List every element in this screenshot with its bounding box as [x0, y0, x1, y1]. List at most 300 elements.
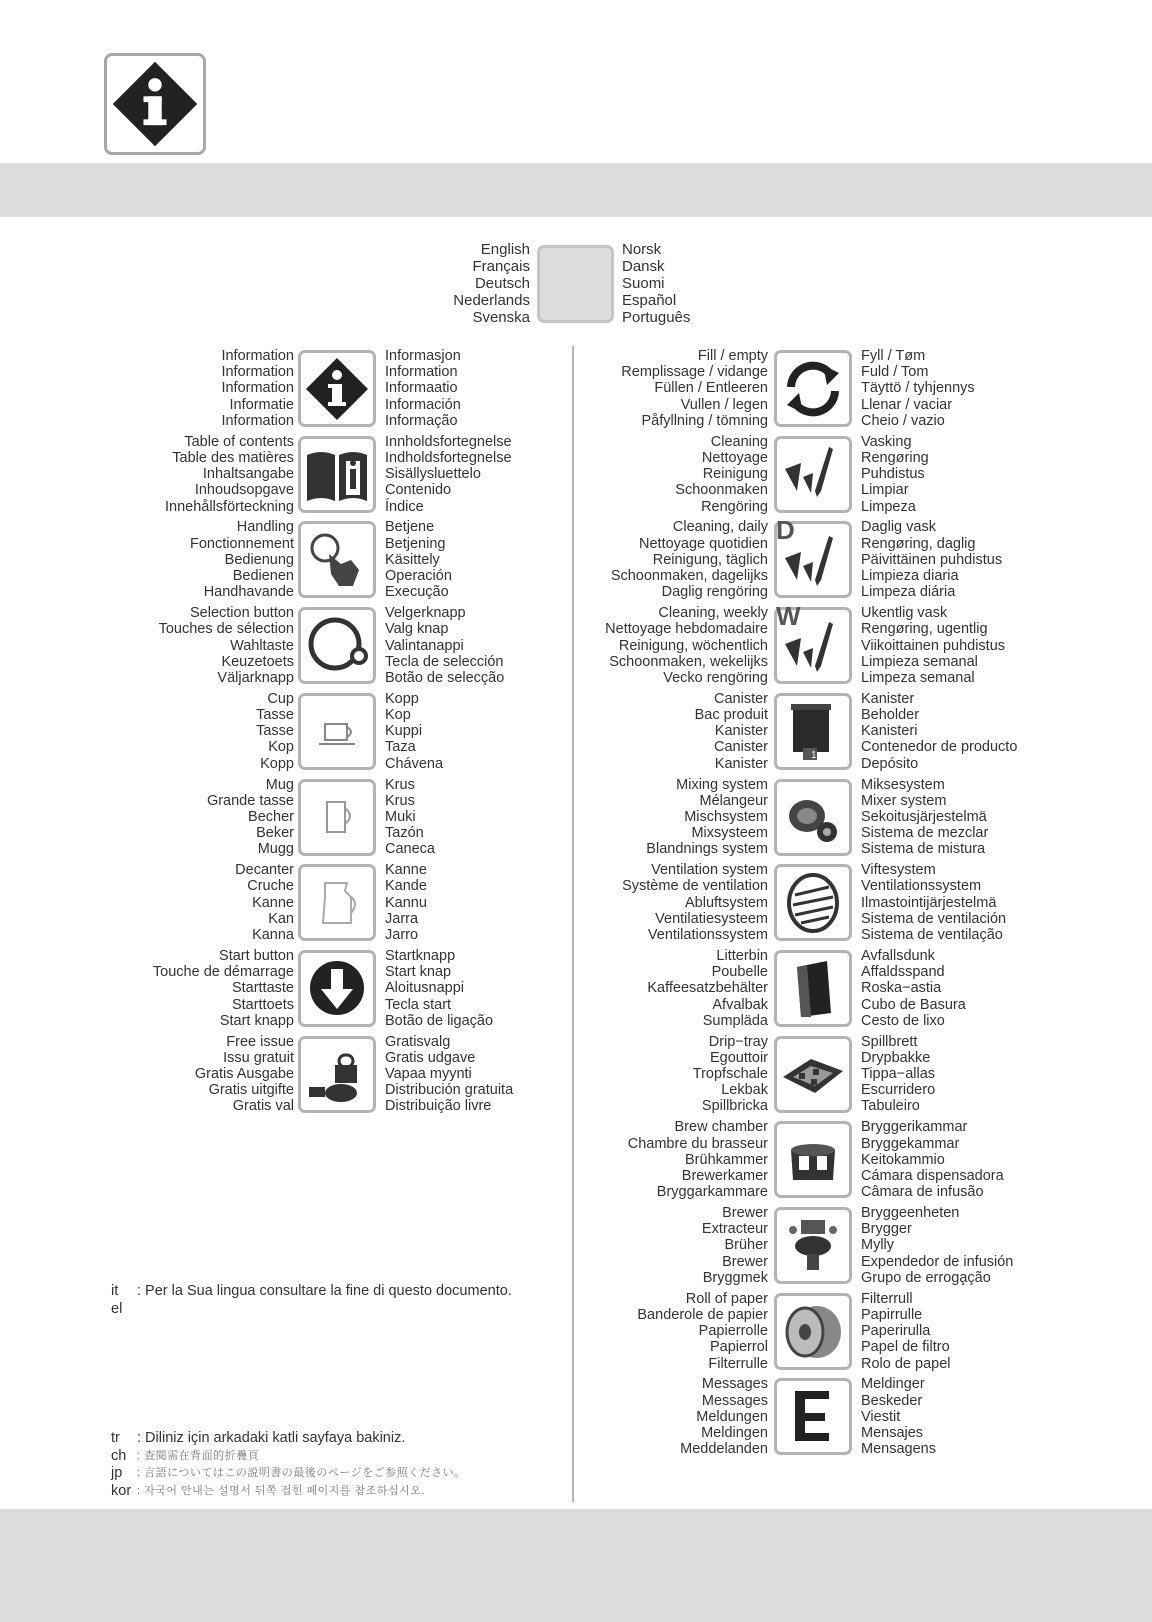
legend-label: Canister [714, 739, 768, 756]
note-code: jp [111, 1465, 123, 1481]
legend-label: Bryggarkammare [656, 1184, 768, 1201]
legend-label: Table of contents [184, 433, 294, 450]
legend-label: Mensagens [861, 1441, 936, 1458]
legend-label: Egouttoir [709, 1049, 768, 1066]
legend-label: Cruche [247, 878, 294, 895]
legend-entry [0, 346, 1152, 431]
language-swatch [537, 245, 614, 323]
legend-label: Banderole de papier [637, 1306, 768, 1323]
legend-label: Sistema de mezclar [861, 825, 989, 842]
legend-label: Extracteur [701, 1221, 768, 1238]
legend-label: Cubo de Basura [861, 996, 966, 1013]
legend-label: Fonctionnement [190, 535, 294, 552]
legend-label: Reinigung [702, 466, 768, 483]
legend-label: Tropfschale [692, 1066, 768, 1082]
legend-label: Limpeza diária [861, 584, 956, 601]
language-label: Português [622, 309, 691, 326]
legend-labels-right [861, 691, 1017, 772]
legend-labels-left [622, 862, 768, 943]
language-label: Español [622, 292, 677, 309]
legend-labels-left [647, 948, 768, 1029]
language-label: Norsk [622, 241, 662, 258]
legend-labels-right [861, 519, 1002, 600]
legend-label: Ventilation system [651, 862, 768, 879]
legend-label: Påfyllning / tömning [641, 412, 768, 429]
legend-labels-left [605, 605, 768, 686]
legend-label: Sisällysluettelo [385, 466, 481, 483]
language-label: English [480, 241, 530, 258]
legend-label: Start knap [385, 964, 452, 981]
legend-label: Rengøring, daglig [861, 535, 976, 552]
language-label: Deutsch [474, 275, 530, 292]
note-code: it [111, 1283, 119, 1299]
legend-label: Viikoittainen puhdistus [861, 637, 1006, 654]
legend-label: Kande [385, 878, 427, 895]
legend-label: Lekbak [721, 1082, 768, 1099]
legend-label: Distribuição livre [385, 1098, 492, 1115]
legend-label: Poubelle [711, 964, 768, 981]
legend-label: Drypbakke [861, 1049, 931, 1066]
legend-label: Inhoudsopgave [194, 482, 294, 499]
legend-label: Information [385, 364, 458, 381]
legend-label: Gratis Ausgabe [194, 1066, 294, 1082]
legend-label: Litterbin [716, 947, 768, 964]
language-list-left [453, 241, 530, 326]
legend-label: Distribución gratuita [385, 1082, 514, 1099]
legend-label: Messages [701, 1376, 768, 1393]
svg-text:1: 1 [811, 749, 817, 761]
legend-label: Système de ventilation [622, 878, 768, 895]
legend-label: Start knapp [219, 1012, 294, 1029]
legend-labels-left [693, 1034, 768, 1115]
legend-label: Indholdsfortegnelse [385, 449, 512, 466]
legend-label: Sumpläda [702, 1012, 768, 1029]
roll-of-paper-icon [774, 1293, 852, 1370]
legend-label: Fuld / Tom [861, 364, 929, 381]
legend-label: Ukentlig vask [861, 605, 948, 622]
legend-label: Cámara dispensadora [861, 1167, 1004, 1184]
legend-label: Canister [714, 690, 768, 707]
legend-label: Bedienen [232, 568, 294, 584]
legend-label: Informasjon [385, 348, 461, 364]
ventilation-system-icon [774, 864, 852, 941]
litterbin-icon [774, 950, 852, 1027]
legend-entry [0, 1203, 1152, 1288]
frequency-badge: W [776, 601, 801, 632]
legend-label: Tasse [256, 707, 294, 723]
note-row [111, 1283, 512, 1301]
legend-label: Nettoyage [701, 449, 768, 466]
legend-entry [0, 603, 1152, 688]
legend-label: Caneca [385, 841, 435, 858]
legend-label: Grupo de erroga̧ção [861, 1269, 991, 1286]
note-text: : Diliniz için arkadaki katli sayfaya bakiniz. [137, 1430, 406, 1446]
legend-label: Schoonmaken [675, 482, 768, 499]
legend-label: Rengøring [861, 449, 929, 466]
brewer-icon [774, 1207, 852, 1284]
legend-labels-right [861, 1119, 1004, 1200]
frequency-badge: D [776, 515, 795, 546]
legend-label: Starttoets [231, 996, 294, 1013]
legend-entry [0, 775, 1152, 860]
language-label: Svenska [472, 309, 530, 326]
legend-label: Brygger [861, 1221, 912, 1238]
language-notes-bottom [111, 1430, 466, 1500]
legend-label: Valg knap [385, 621, 449, 638]
legend-label: Kanna [252, 927, 294, 943]
legend-label: Kanister [714, 755, 768, 772]
legend-labels-left [680, 1376, 768, 1457]
legend-label: Muki [385, 808, 416, 825]
legend-label: Nettoyage quotidien [639, 535, 768, 552]
legend-label: Meddelanden [680, 1441, 768, 1458]
legend-label: Bryggerikammar [861, 1119, 968, 1136]
legend-label: Brühkammer [685, 1151, 768, 1168]
legend-label: Afvalbak [712, 996, 768, 1013]
note-text: : 言語についてはこの説明書の最後のページをご参照ください。 [137, 1467, 466, 1479]
legend-label: Innholdsfortegnelse [385, 433, 512, 450]
legend-label: Papel de filtro [861, 1339, 950, 1356]
legend-label: Nettoyage hebdomadaire [605, 621, 768, 638]
legend-label: Free issue [226, 1033, 294, 1050]
legend-label: Remplissage / vidange [621, 364, 768, 381]
legend-label: Becher [248, 808, 294, 825]
legend-label: Information [221, 348, 294, 364]
legend-labels-right [861, 1205, 1013, 1286]
legend-label: Paperirulla [861, 1323, 931, 1340]
legend-label: Kanne [385, 862, 427, 879]
legend-label: Jarro [385, 927, 419, 943]
legend-label: Vapaa myynti [385, 1066, 472, 1082]
legend-label: Mug [265, 776, 294, 793]
legend-label: Startknapp [385, 947, 456, 964]
legend-label: Valintanappi [385, 637, 464, 654]
legend-label: Spillbrett [861, 1033, 918, 1050]
legend-label: Beker [256, 825, 294, 842]
legend-label: Papierrol [709, 1339, 768, 1356]
legend-entry [0, 860, 1152, 945]
legend-labels-left [611, 519, 768, 600]
legend-label: Contenido [385, 482, 452, 499]
legend-label: Mischsystem [684, 808, 768, 825]
legend-label: Blandnings system [646, 841, 768, 858]
legend-label: Jarra [385, 910, 419, 927]
legend-label: Tabuleiro [861, 1098, 920, 1115]
legend-label: Ilmastointijärjestelmä [861, 894, 997, 911]
note-text: : 查閱需在背面的折疊頁 [137, 1449, 260, 1462]
legend-label: Sistema de ventilación [861, 910, 1007, 927]
legend-entry [0, 689, 1152, 774]
legend-label: Mylly [861, 1237, 895, 1254]
legend-label: Papirrulle [861, 1306, 923, 1323]
legend-label: Mugg [257, 841, 294, 858]
note-text: : 자국어 안내는 설명서 뒤쪽 접힌 페이지를 참조하십시오. [137, 1484, 425, 1497]
note-row [111, 1301, 512, 1319]
legend-label: Operación [385, 568, 452, 584]
legend-label: Limpeza semanal [861, 669, 975, 686]
legend-label: Informaatio [385, 380, 458, 397]
legend-label: Filterrull [861, 1290, 913, 1307]
mixing-system-icon [774, 779, 852, 856]
legend-label: Información [385, 396, 461, 413]
legend-label: Daglig rengöring [661, 584, 768, 601]
note-text: : Per la Sua lingua consultare la fine di questo documento. [137, 1283, 512, 1299]
legend-label: Schoonmaken, dagelijks [610, 568, 768, 584]
legend-label: Sistema de mistura [861, 841, 986, 858]
legend-label: Touche de démarrage [152, 964, 294, 981]
legend-label: Cesto de lixo [861, 1012, 945, 1029]
legend-label: Väljarknapp [217, 669, 294, 686]
note-row [111, 1430, 466, 1448]
language-notes-top [111, 1283, 512, 1318]
legend-label: Bryggmek [702, 1269, 768, 1286]
note-row [111, 1483, 466, 1501]
legend-label: Kuppi [385, 723, 423, 740]
legend-label: Wahltaste [230, 637, 294, 654]
legend-label: Llenar / vaciar [861, 396, 953, 413]
legend-label: Reinigung, wöchentlich [618, 637, 768, 654]
legend-label: Messages [701, 1392, 768, 1409]
messages-icon [774, 1378, 852, 1455]
legend-label: Abluftsystem [685, 894, 768, 911]
legend-entry [0, 1117, 1152, 1202]
language-list-right [622, 241, 690, 326]
legend-labels-left [637, 1291, 768, 1372]
legend-label: Tecla start [385, 996, 452, 1013]
legend-label: Keitokammio [861, 1151, 945, 1168]
legend-label: Brewer [722, 1205, 768, 1221]
legend-label: Puhdistus [861, 466, 925, 483]
legend-label: Drip−tray [708, 1033, 768, 1050]
legend-label: Starttaste [231, 980, 294, 997]
legend-label: Velgerknapp [385, 605, 466, 622]
legend-label: Chambre du brasseur [627, 1135, 768, 1152]
legend-label: Gratis uitgifte [208, 1082, 294, 1099]
note-code: kor [111, 1482, 132, 1499]
note-code: tr [111, 1430, 120, 1446]
note-row [111, 1448, 466, 1466]
legend-label: Table des matières [172, 449, 294, 466]
legend-label: Bryggekammar [861, 1135, 960, 1152]
legend-label: Depósito [861, 755, 919, 772]
legend-label: Tippa−allas [861, 1066, 936, 1082]
header-band [0, 163, 1152, 217]
legend-labels-right [861, 1376, 936, 1457]
legend-label: Escurridero [861, 1082, 936, 1099]
legend-labels-right [861, 605, 1005, 686]
header-info-icon [104, 53, 206, 155]
legend-label: Kanne [252, 894, 294, 911]
legend-label: Vullen / legen [680, 396, 768, 413]
legend-label: Vasking [861, 433, 912, 450]
legend-entry [0, 517, 1152, 602]
legend-labels-left [702, 1205, 768, 1286]
legend-label: Mixer system [861, 792, 947, 809]
legend-label: Betjening [385, 535, 446, 552]
legend-label: Beskeder [861, 1392, 923, 1409]
legend-label: Expendedor de infusión [861, 1253, 1014, 1270]
legend-label: Sekoitusjärjestelmä [861, 808, 987, 825]
legend-label: Meldingen [701, 1425, 768, 1441]
legend-label: Kanister [714, 723, 768, 740]
legend-label: Kop [385, 707, 411, 723]
legend-labels-right [861, 1034, 935, 1115]
legend-label: Botão de ligação [385, 1012, 494, 1029]
legend-label: Limpeza [861, 498, 916, 515]
legend-label: Päivittäinen puhdistus [861, 551, 1003, 568]
note-code: ch [111, 1447, 127, 1464]
legend-label: Viestit [861, 1408, 901, 1425]
legend-label: Betjene [385, 519, 435, 536]
legend-label: Füllen / Entleeren [654, 380, 768, 397]
legend-label: Gratis udgave [385, 1049, 476, 1066]
drip-tray-icon [774, 1036, 852, 1113]
legend-label: Gratisvalg [385, 1033, 451, 1050]
legend-labels-right [861, 1291, 951, 1372]
legend-label: Execução [385, 584, 449, 601]
legend-label: Rolo de papel [861, 1355, 951, 1372]
legend-label: Start button [219, 947, 294, 964]
legend-entry [0, 1032, 1152, 1117]
legend-label: Tasse [256, 723, 294, 740]
legend-label: Limpiar [861, 482, 909, 499]
legend-labels-left [646, 777, 768, 858]
legend-label: Câmara de infusão [861, 1184, 984, 1201]
legend-label: Contenedor de producto [861, 739, 1018, 756]
legend-labels-left [628, 1119, 768, 1200]
legend-label: Innehållsförteckning [165, 498, 294, 515]
brew-chamber-icon [774, 1121, 852, 1198]
legend-entry [0, 432, 1152, 517]
legend-label: Limpieza diaria [861, 568, 959, 584]
legend-label: Aloitusnappi [385, 980, 464, 997]
legend-label: Papierrolle [698, 1323, 768, 1340]
legend-label: Handling [236, 519, 294, 536]
legend-label: Mixsysteem [691, 825, 768, 842]
cleaning-icon [774, 436, 852, 513]
legend-label: Täyttö / tyhjennys [861, 380, 975, 397]
legend-label: Handhavande [203, 584, 294, 601]
language-label: Dansk [622, 258, 665, 275]
legend-labels-left [621, 348, 768, 429]
language-label: Suomi [622, 275, 665, 292]
legend-label: Information [221, 380, 294, 397]
footer-band [0, 1509, 1152, 1622]
legend-label: Informatie [229, 396, 294, 413]
legend-label: Roska−astia [861, 980, 942, 997]
legend-label: Kopp [260, 755, 294, 772]
legend-label: Cup [267, 690, 294, 707]
legend-label: Inhaltsangabe [202, 466, 294, 483]
legend-label: Meldungen [696, 1408, 768, 1425]
legend-label: Brüher [724, 1237, 768, 1254]
legend-labels-right [861, 434, 929, 515]
legend-label: Kannu [385, 894, 427, 911]
legend-label: Grande tasse [206, 792, 294, 809]
legend-label: Ventilationssystem [647, 927, 768, 943]
legend-label: Kop [268, 739, 294, 756]
legend-label: Reinigung, täglich [652, 551, 768, 568]
note-row [111, 1465, 466, 1483]
legend-labels-right [861, 948, 966, 1029]
legend-label: Brewer [722, 1253, 768, 1270]
legend-label: Schoonmaken, wekelijks [609, 653, 768, 670]
legend-label: Kaffeesatzbehälter [647, 980, 768, 997]
legend-label: Brew chamber [674, 1119, 768, 1136]
legend-label: Viftesystem [861, 862, 936, 879]
legend-label: Information [221, 364, 294, 381]
legend-label: Keuzetoets [221, 653, 294, 670]
legend-labels-right [861, 777, 988, 858]
legend-labels-left [675, 434, 768, 515]
legend-label: Sistema de ventilação [861, 927, 1003, 943]
legend-label: Krus [385, 792, 415, 809]
legend-label: Rengøring, ugentlig [861, 621, 988, 638]
legend-label: Ventilationssystem [861, 878, 982, 895]
legend-label: Botão de selecção [385, 669, 505, 686]
legend-label: Filterrulle [708, 1355, 768, 1372]
language-label: Nederlands [453, 292, 530, 309]
legend-label: Kan [268, 910, 294, 927]
legend-label: Limpieza semanal [861, 653, 978, 670]
legend-label: Spillbricka [701, 1098, 768, 1115]
legend-label: Tazón [385, 825, 424, 842]
legend-label: Mixing system [676, 776, 768, 793]
legend-label: Bedienung [224, 551, 294, 568]
legend-label: Rengöring [701, 498, 768, 515]
legend-label: Ventilatiesysteem [655, 910, 768, 927]
legend-label: Chávena [385, 755, 444, 772]
legend-label: Índice [385, 498, 424, 515]
legend-label: Avfallsdunk [861, 947, 935, 964]
legend-label: Cleaning, daily [672, 519, 768, 536]
legend-label: Bac produit [694, 707, 768, 723]
legend-label: Krus [385, 776, 415, 793]
fill-empty-icon [774, 350, 852, 427]
canister-icon [774, 693, 852, 770]
note-code: el [111, 1300, 123, 1317]
legend-label: Fyll / Tøm [861, 348, 926, 364]
legend-label: Roll of paper [685, 1290, 768, 1307]
legend-label: Daglig vask [861, 519, 936, 536]
legend-labels-right [861, 348, 975, 429]
legend-label: Brewerkamer [681, 1167, 768, 1184]
legend-label: Gratis val [232, 1098, 294, 1115]
legend-label: Cleaning [710, 433, 768, 450]
legend-label: Informação [385, 412, 458, 429]
legend-label: Cleaning, weekly [658, 605, 768, 622]
language-label: Français [472, 258, 530, 275]
legend-label: Käsittely [385, 551, 440, 568]
legend-label: Kanisteri [861, 723, 918, 740]
legend-label: Bryggeenheten [861, 1205, 960, 1221]
legend-label: Mensajes [861, 1425, 924, 1441]
legend-label: Kanister [861, 690, 915, 707]
legend-label: Mélangeur [699, 792, 768, 809]
legend-label: Taza [385, 739, 416, 756]
legend-entry [0, 946, 1152, 1031]
legend-label: Miksesystem [861, 776, 945, 793]
legend-label: Information [221, 412, 294, 429]
legend-label: Issu gratuit [223, 1049, 294, 1066]
legend-label: Cheio / vazio [861, 412, 945, 429]
legend-label: Fill / empty [697, 348, 768, 364]
legend-label: Decanter [235, 862, 294, 879]
legend-label: Selection button [190, 605, 294, 622]
legend-label: Tecla de selección [385, 653, 504, 670]
legend-labels-left [695, 691, 768, 772]
legend-label: Kopp [385, 690, 419, 707]
